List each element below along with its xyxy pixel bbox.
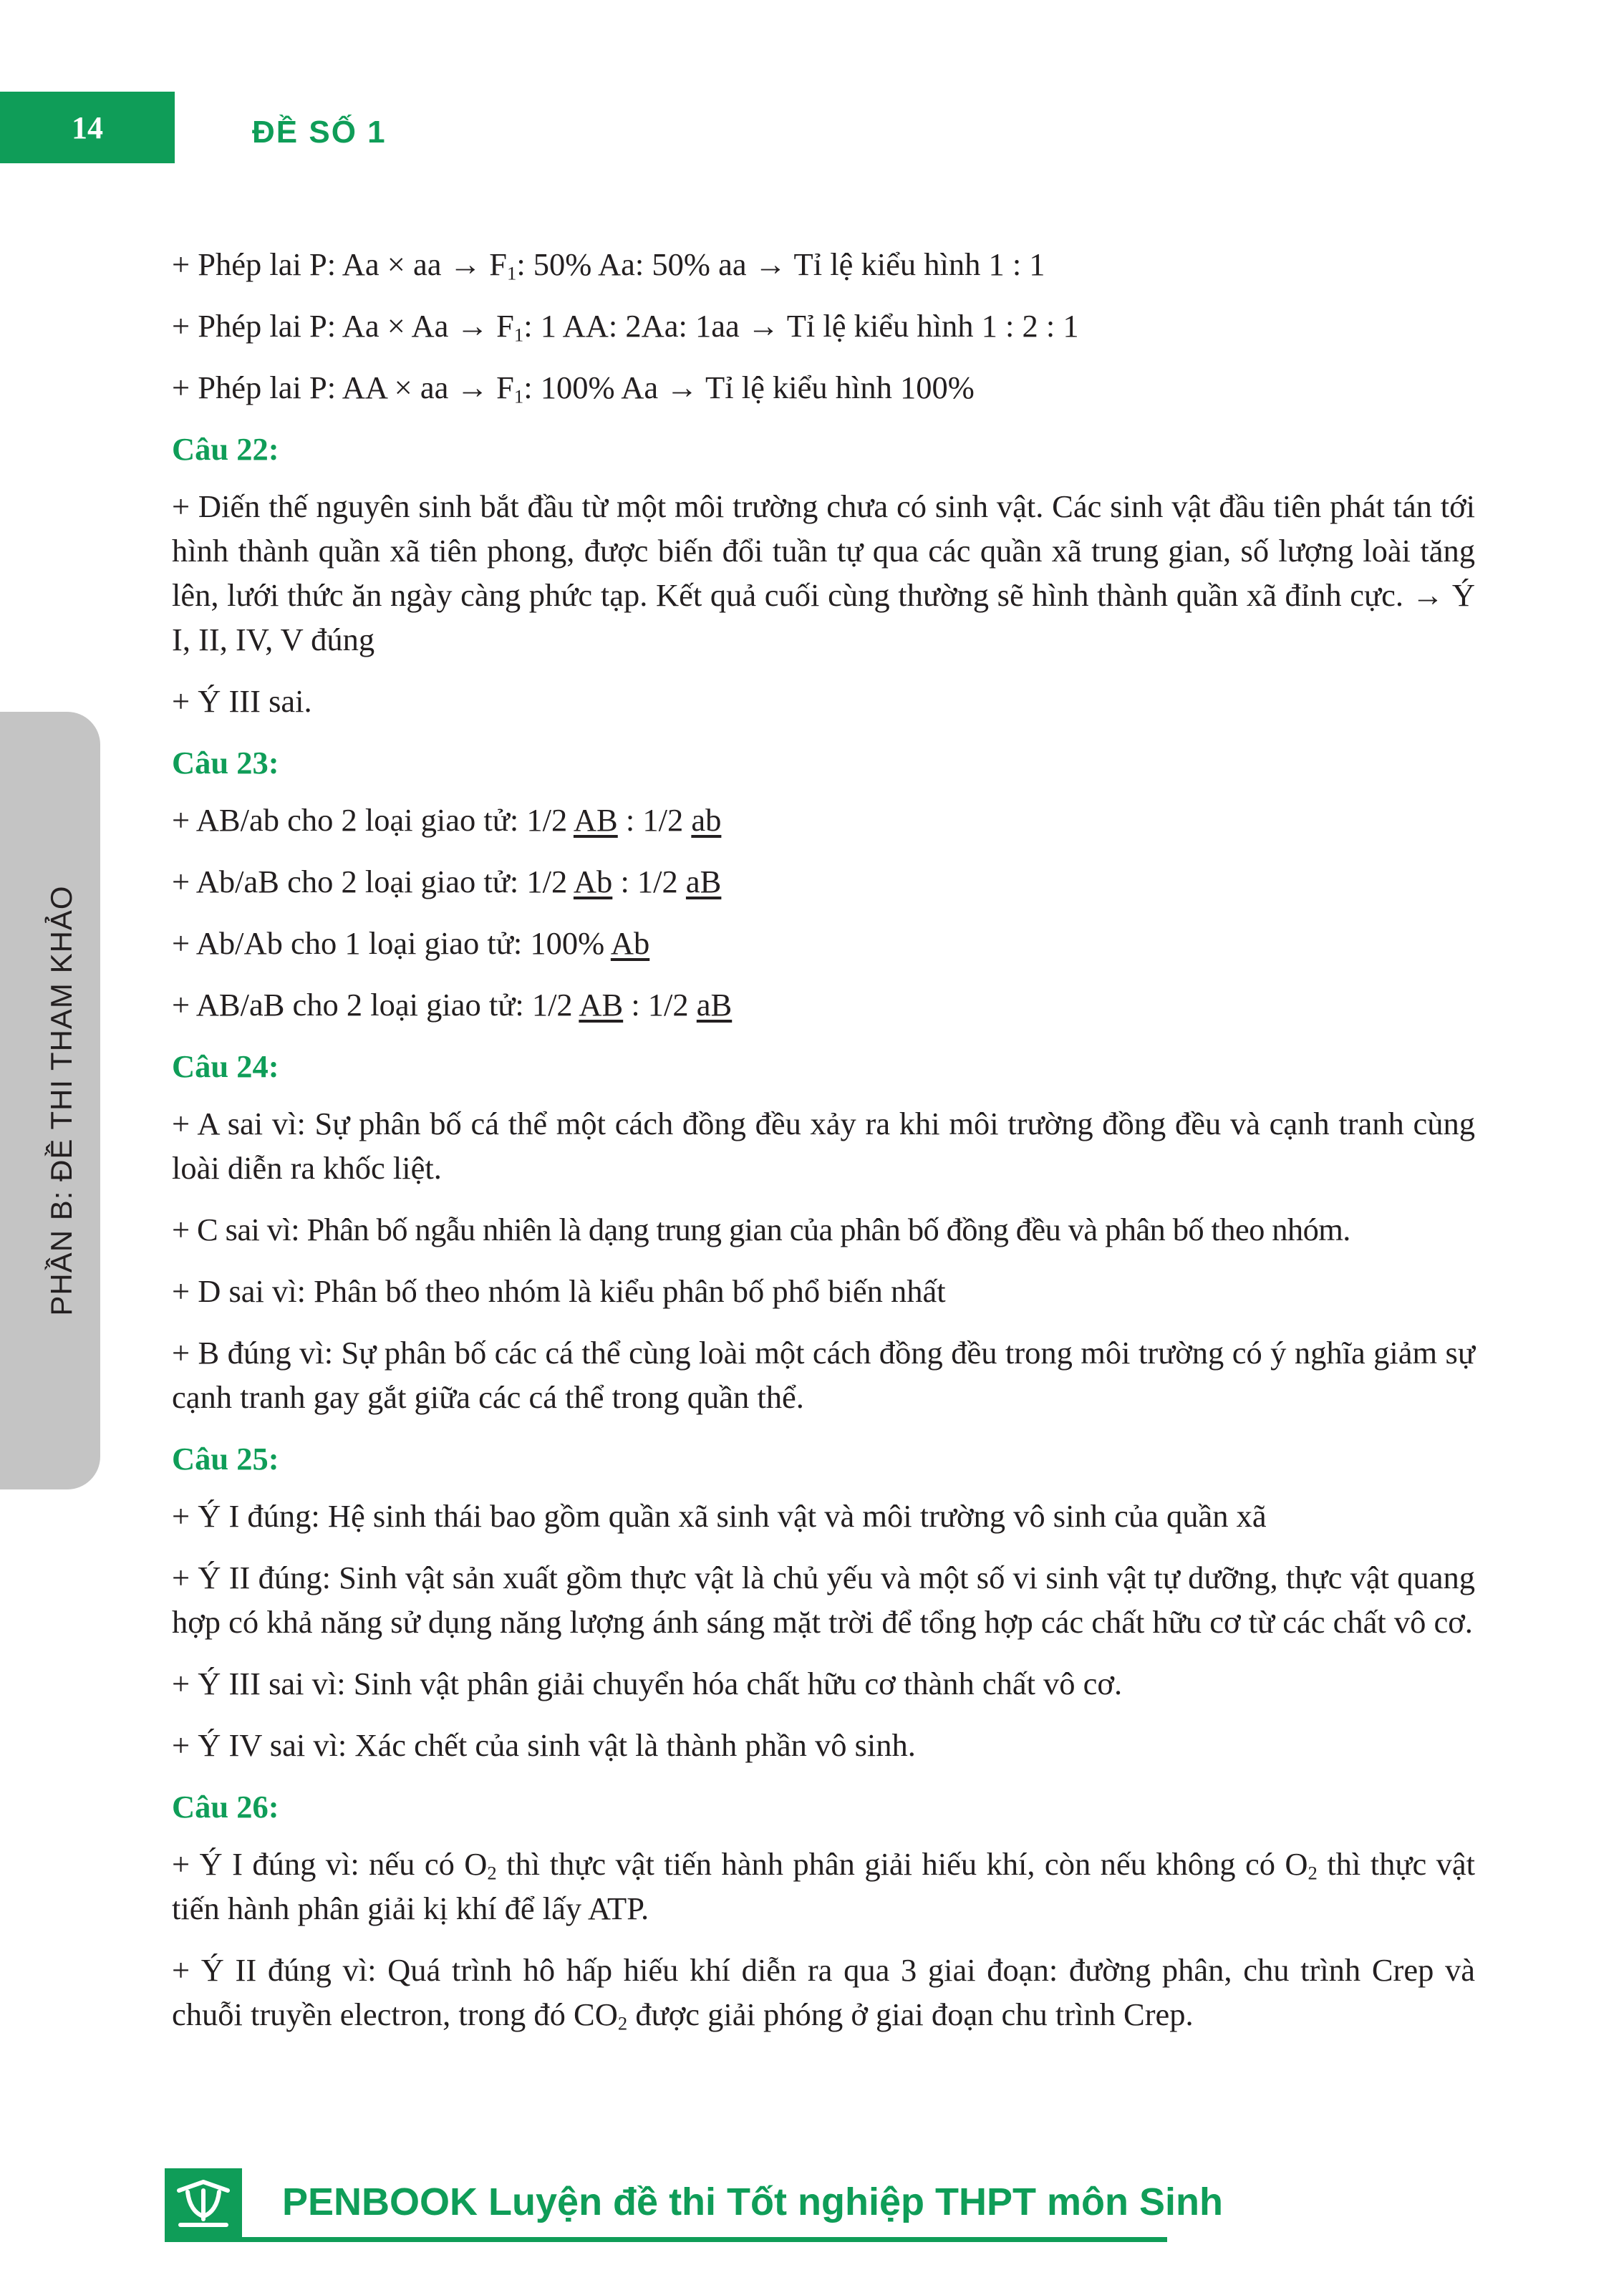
answer-paragraph: + Ý I đúng vì: nếu có $O_2$ thì thực vật tiến hành phân giải hiếu khí, còn nếu không có $O_2$ thì thực vật tiến hành phân giải kị khí để lấy ATP. [172,1846,1476,1926]
footer-book-title: PENBOOK Luyện đề thi Tốt nghiệp THPT môn Sinh [282,2180,1223,2223]
cross-line: + Phép lai P: $Aa \times Aa \to F_1$: 1 AA: 2Aa: 1aa → Tỉ lệ kiểu hình 1 : 2 : 1 [172,308,1079,346]
answer-paragraph: + D sai vì: Phân bố theo nhóm là kiểu phân bố phổ biến nhất [172,1273,946,1309]
exam-title: ĐỀ SỐ 1 [252,115,387,150]
answer-paragraph: + B đúng vì: Sự phân bố các cá thể cùng loài một cách đồng đều trong môi trường có ý nghĩa giảm sự cạnh tranh gay gắt giữa các cá thể trong quần thể. [172,1335,1475,1415]
answer-paragraph: + Ý II đúng vì: Quá trình hô hấp hiếu khí diễn ra qua 3 giai đoạn: đường phân, chu trình Crep và chuỗi truyền electron, trong đó $CO_2$ được giải phóng ở giai đoạn chu trình Crep. [172,1952,1475,2034]
footer-divider [165,2237,1167,2242]
question-heading: Câu 25: [172,1441,279,1477]
page-number: 14 [0,92,175,163]
answer-paragraph: + Ý II đúng: Sinh vật sản xuất gồm thực vật là chủ yếu và một số vi sinh vật tự dưỡng, thực vật quang hợp có khả năng sử dụng năng lượng ánh sáng mặt trời để tổng hợp các chất hữu cơ từ các chất vô cơ. [172,1560,1475,1640]
gamete-line: + AB/aB cho 2 loại giao tử: 1/2 AB : 1/2 aB [172,987,733,1023]
answer-paragraph: + Ý III sai vì: Sinh vật phân giải chuyển hóa chất hữu cơ thành chất vô cơ. [172,1666,1123,1701]
penbook-logo-icon [165,2168,242,2240]
side-tab-label: PHẦN B: ĐỀ THI THAM KHẢO [44,885,78,1316]
answer-paragraph: + C sai vì: Phân bố ngẫu nhiên là dạng trung gian của phân bố đồng đều và phân bố theo nhóm. [172,1212,1350,1247]
answer-paragraph: + Diến thế nguyên sinh bắt đầu từ một môi trường chưa có sinh vật. Các sinh vật đầu tiên phát tán tới hình thành quần xã tiên phong, được biến đổi tuần tự qua các quần xã trung gian, số lượng loài tăng lên, lưới thức ăn ngày càng phức tạp. Kết quả cuối cùng thường sẽ hình thành quần xã đỉnh cực. → Ý I, II, IV, V đúng [172,488,1475,657]
question-heading: Câu 26: [172,1789,279,1825]
cross-line: + Phép lai P: AA × aa → $F_1$: 100% Aa → Tỉ lệ kiểu hình 100% [172,369,975,407]
gamete-line: + AB/ab cho 2 loại giao tử: 1/2 AB : 1/2 ab [172,802,722,838]
page-content [172,242,1475,2054]
cross-line: + Phép lai P: Aa × aa → $F_1$: 50% Aa: 50% aa → Tỉ lệ kiểu hình 1 : 1 [172,246,1045,284]
question-heading: Câu 24: [172,1048,279,1084]
gamete-line: + Ab/Ab cho 1 loại giao tử: 100% Ab [172,925,650,961]
question-heading: Câu 23: [172,745,279,781]
answer-paragraph: + Ý III sai. [172,683,312,719]
answer-paragraph: + A sai vì: Sự phân bố cá thể một cách đồng đều xảy ra khi môi trường đồng đều và cạnh tranh cùng loài diễn ra khốc liệt. [172,1106,1475,1186]
answer-paragraph: + Ý I đúng: Hệ sinh thái bao gồm quần xã sinh vật và môi trường vô sinh của quần xã [172,1498,1267,1534]
answer-paragraph: + Ý IV sai vì: Xác chết của sinh vật là thành phần vô sinh. [172,1727,916,1763]
gamete-line: + Ab/aB cho 2 loại giao tử: 1/2 Ab : 1/2 aB [172,864,722,899]
question-heading: Câu 22: [172,431,279,467]
